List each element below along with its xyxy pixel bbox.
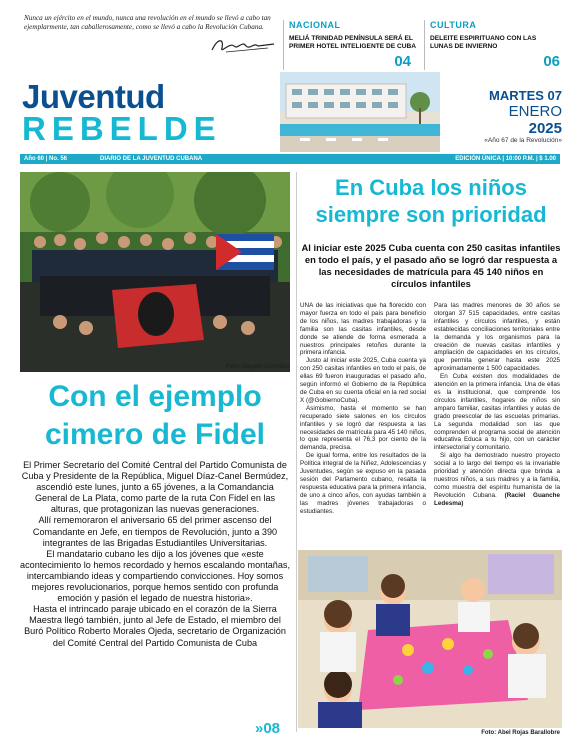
- promo-page-number: 04: [394, 53, 411, 70]
- signature-icon: [208, 34, 278, 56]
- promo-headline: DELEITE ESPIRITUANO CON LAS LUNAS DE INVIERNO: [430, 35, 537, 50]
- paragraph: [434, 452, 560, 507]
- edition-info: EDICIÓN ÚNICA | 10:00 P.M. | $ 1.00: [455, 155, 556, 162]
- hotel-photo[interactable]: [280, 72, 440, 152]
- article-column-1: [300, 302, 426, 515]
- photo-credit: Foto: Dayam González: [225, 364, 290, 370]
- continued-page-link[interactable]: »08: [255, 720, 281, 737]
- promo-divider: [283, 20, 284, 70]
- promo-cultura[interactable]: [430, 20, 560, 70]
- article-deck: Al iniciar este 2025 Cuba cuenta con 250 casitas infantiles en todo el país, y el pasado año se logró dar respuesta a las necesidades de matrícula para 45 140 niños en círculos infantiles: [301, 242, 561, 289]
- promo-headline: MELIÁ TRINIDAD PENÍNSULA SERÁ EL PRIMER HOTEL INTELIGENTE DE CUBA: [289, 35, 416, 50]
- article-column-2: [434, 302, 560, 508]
- paragraph-text: Si algo ha demostrado nuestro proyecto social a lo largo del tiempo es la invariable prioridad y atención directa que brinda a nuestros niños, a sus madres y a la familia, como muestra del espíritu humanista de la Revolución Cubana.: [434, 452, 560, 499]
- date-year: 2025: [528, 120, 562, 137]
- logo-rebelde: REBELDE: [22, 110, 222, 147]
- photo-credit: Foto: Abel Rojas Barallobre: [481, 730, 560, 736]
- headline-ninos[interactable]: En Cuba los niños siempre son prioridad: [315, 175, 547, 227]
- paragraph: Asimismo, hasta el momento se han recuperado siete salones en los círculos infantiles y se logró dar respuesta a las necesidades de matrícula para 45 140 niños, lo que representa el 76,3 por ciento de la demanda, precisa.: [300, 404, 426, 452]
- paragraph: Justo al iniciar este 2025, Cuba cuenta ya con 250 casitas infantiles en todo el país, de ellas 69 fueron inauguradas el pasado año, según informó el Gobierno de la República de Cuba en su cuenta oficial en la red social X (@GobiernoCuba).: [300, 357, 426, 404]
- paragraph: UNA de las iniciativas que ha florecido con mayor fuerza en todo el país para beneficio de los niños, las madres trabajadoras y la familia son las casitas infantiles, desde donde se atiende de forma esmerada a nuestros principales retoños durante la primera infancia.: [300, 302, 426, 357]
- headline-fidel[interactable]: Con el ejemplo cimero de Fidel: [44, 380, 266, 451]
- masthead-stripe: [20, 154, 560, 164]
- paragraph: De igual forma, entre los resultados de la Política integral de la Niñez, Adolescencias y Juventudes, según se expuso en la pasada sesión del Parlamento cubano, resalta la respuesta educativa para la primera infancia, de uno a cinco años, con ayudas también a las madres jóvenes trabajadoras o estudiantes.: [300, 452, 426, 515]
- youth-group-photo[interactable]: [20, 172, 290, 372]
- fidel-quote: Nunca un ejército en el mundo, nunca una revolución en el mundo se llevó a cabo tan ejemplarmente, tan caballerosamente, como se llevó a cabo la Revolución Cubana.: [24, 14, 271, 31]
- logo-juventud: Juventud: [22, 78, 165, 115]
- issue-number: Año 60 | No. 56: [24, 155, 68, 162]
- paragraph: En Cuba existen dos modalidades de atención en la primera infancia. Una de ellas es la institucional, que comprende los círculos infantiles, hogares de niños sin amparo familiar, casitas infantiles y aulas de grado preescolar de las escuelas primarias. La segunda modalidad son las que comprenden el programa social de atención educativa Educa a tu hijo, con un carácter intersectorial y comunitario.: [434, 373, 560, 452]
- tagline: DIARIO DE LA JUVENTUD CUBANA: [100, 155, 203, 162]
- promo-section-label: NACIONAL: [289, 20, 341, 30]
- promo-divider: [424, 20, 425, 70]
- column-divider: [296, 172, 297, 732]
- paragraph: Allí rememoraron el aniversario 65 del primer ascenso del Comandante en Jefe, en tiempos de Revolución, junto a 390 integrantes de las Brigadas Estudiantiles Universitarias.: [32, 515, 278, 548]
- paragraph: Hasta el intrincado paraje ubicado en el corazón de la Sierra Maestra llegó también, junto al Jefe de Estado, el miembro del Buró Político Roberto Morales Ojeda, secretario de Organización del Comité Central del Partido Comunista de Cuba: [24, 604, 286, 648]
- top-bar: [0, 0, 580, 72]
- date-box: [452, 88, 562, 144]
- year-motto: «Año 67 de la Revolución»: [484, 137, 562, 144]
- promo-page-number: 06: [543, 53, 560, 70]
- paragraph: Para las madres menores de 30 años se otorgan 37 515 capacidades, entre casitas infantiles y círculos infantiles, y están establecidas conciliaciones territoriales entre la demanda y los organismos para la creación de nuevas casitas infantiles y ampliación de capacidades en los círculos, que permita generar hasta este 2025 aproximadamente 1 500 capacidades.: [434, 302, 560, 373]
- byline: (Raciel Guanche Ledesma): [434, 491, 560, 507]
- paragraph: El mandatario cubano les dijo a los jóvenes que «este acontecimiento lo hemos recordado y hemos escalando montañas, intercambiando ideas y compartiendo convicciones. Hoy somos mejores revolucionarios, porque hemos sentido con profunda emoción y pasión el legado de nuestra historia».: [20, 548, 290, 604]
- children-photo[interactable]: [298, 550, 562, 728]
- promo-section-label: CULTURA: [430, 20, 477, 30]
- date-weekday: MARTES 07: [489, 88, 562, 103]
- paragraph: El Primer Secretario del Comité Central del Partido Comunista de Cuba y Presidente de la República, Miguel Díaz-Canel Bermúdez, ascendió este lunes, junto a 65 jóvenes, a la Comandancia General de La Plata, como parte de la ruta Con Fidel en las alturas, que protagonizan las nuevas generaciones.: [21, 460, 289, 515]
- fidel-article-body: [20, 460, 290, 649]
- promo-nacional[interactable]: [289, 20, 419, 70]
- date-month: ENERO: [508, 103, 562, 120]
